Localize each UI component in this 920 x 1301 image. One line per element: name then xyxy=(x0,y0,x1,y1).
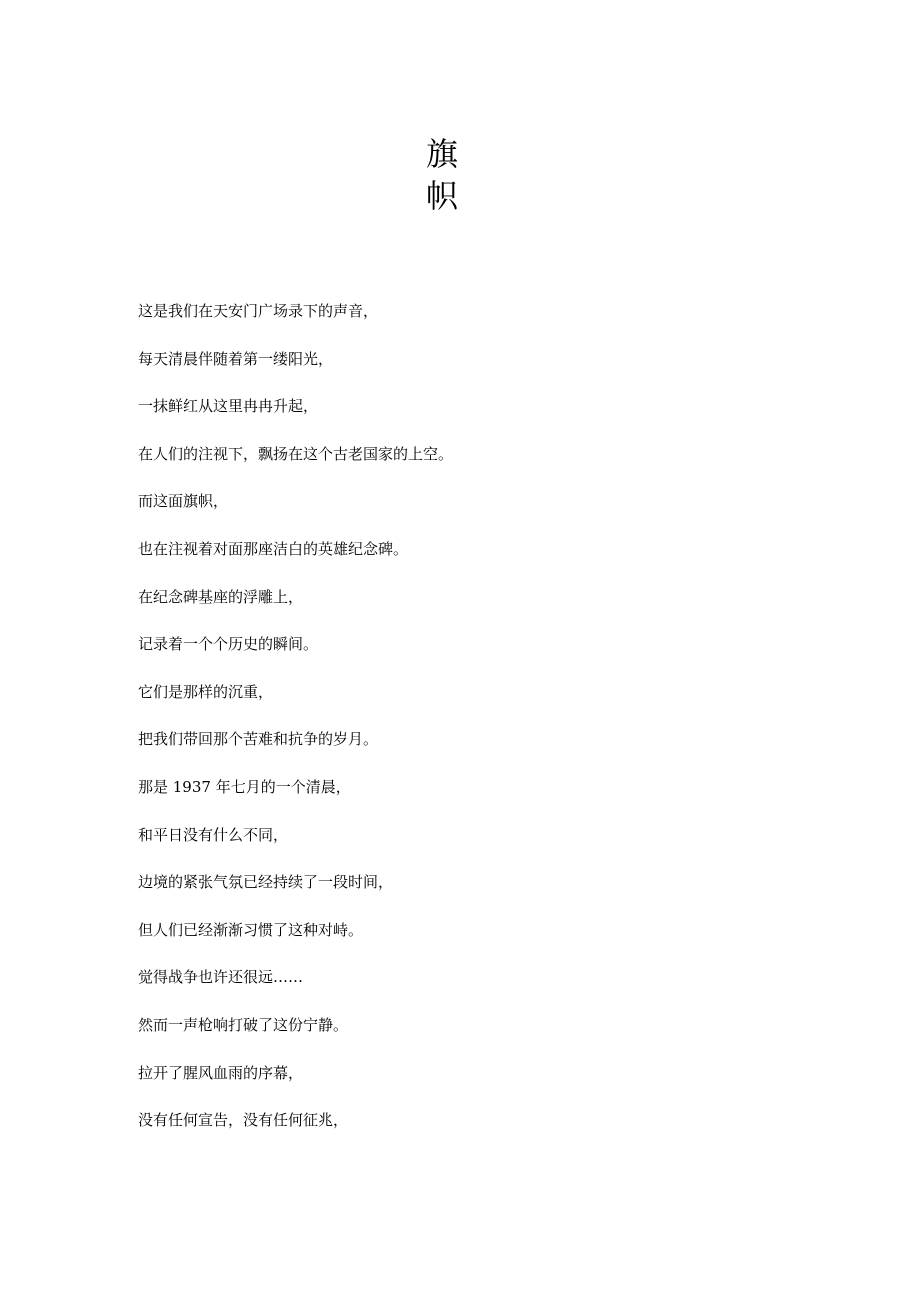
poem-line: 把我们带回那个苦难和抗争的岁月。 xyxy=(138,730,379,749)
poem-line: 它们是那样的沉重， xyxy=(138,682,274,701)
poem-line: 在纪念碑基座的浮雕上， xyxy=(138,587,304,606)
poem-line: 每天清晨伴随着第一缕阳光， xyxy=(138,349,334,368)
poem-line: 那是 1937 年七月的一个清晨， xyxy=(138,777,351,796)
poem-line: 然而一声枪响打破了这份宁静。 xyxy=(138,1015,349,1034)
poem-line: 但人们已经渐渐习惯了这种对峙。 xyxy=(138,920,364,939)
poem-line: 记录着一个个历史的瞬间。 xyxy=(138,635,319,654)
poem-line: 觉得战争也许还很远…… xyxy=(138,968,304,987)
poem-line: 和平日没有什么不同， xyxy=(138,825,289,844)
poem-line: 拉开了腥风血雨的序幕， xyxy=(138,1063,304,1082)
poem-line: 这是我们在天安门广场录下的声音， xyxy=(138,302,379,320)
poem-line: 没有任何宣告，没有任何征兆， xyxy=(138,1111,349,1130)
poem-line: 而这面旗帜， xyxy=(138,492,229,511)
poem-line: 边境的紧张气氛已经持续了一段时间， xyxy=(138,873,394,892)
document-title: 旗帜 xyxy=(425,135,458,215)
poem-line: 一抹鲜红从这里冉冉升起， xyxy=(138,397,319,416)
poem-lines xyxy=(138,299,838,1156)
poem-line: 在人们的注视下，飘扬在这个古老国家的上空。 xyxy=(138,444,454,463)
poem-line: 也在注视着对面那座洁白的英雄纪念碑。 xyxy=(138,539,409,558)
